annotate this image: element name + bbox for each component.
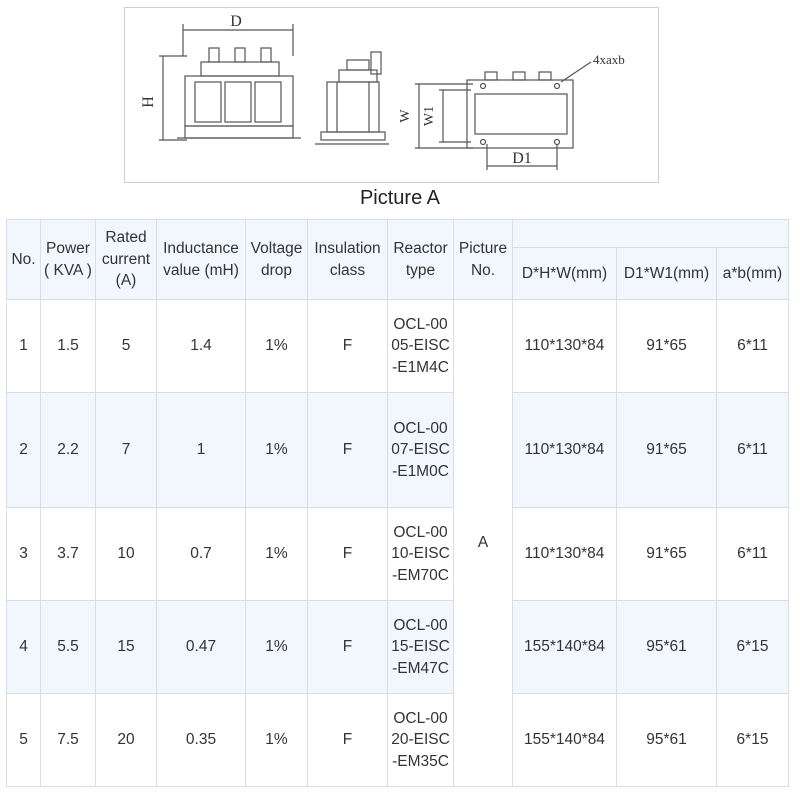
cell-current: 5 — [96, 300, 157, 393]
header-dhw: D*H*W(mm) — [513, 248, 617, 300]
cell-voltage: 1% — [246, 393, 308, 508]
cell-reactor: OCL-0020-EISC-EM35C — [388, 694, 454, 787]
cell-no: 2 — [7, 393, 41, 508]
cell-insulation: F — [308, 393, 388, 508]
table-row — [7, 508, 789, 601]
table-header — [7, 220, 789, 300]
cell-reactor: OCL-0005-EISC-E1M4C — [388, 300, 454, 393]
spec-table — [6, 219, 789, 787]
label-d: D — [230, 13, 242, 30]
cell-current: 7 — [96, 393, 157, 508]
cell-no: 5 — [7, 694, 41, 787]
label-hole: 4xaxb — [593, 52, 625, 67]
cell-d1w1: 91*65 — [617, 300, 717, 393]
cell-voltage: 1% — [246, 508, 308, 601]
cell-insulation: F — [308, 300, 388, 393]
header-d1w1: D1*W1(mm) — [617, 248, 717, 300]
cell-insulation: F — [308, 694, 388, 787]
label-w1: W1 — [422, 105, 437, 127]
cell-dhw: 155*140*84 — [513, 601, 617, 694]
table-row — [7, 601, 789, 694]
cell-no: 3 — [7, 508, 41, 601]
cell-d1w1: 91*65 — [617, 508, 717, 601]
figure-caption: Picture A — [359, 187, 441, 209]
cell-power: 2.2 — [41, 393, 96, 508]
cell-insulation: F — [308, 508, 388, 601]
cell-dhw: 110*130*84 — [513, 508, 617, 601]
header-insulation: Insulation class — [308, 220, 388, 300]
cell-picture: A — [454, 300, 513, 787]
cell-current: 20 — [96, 694, 157, 787]
cell-power: 5.5 — [41, 601, 96, 694]
reactor-drawing-svg — [125, 8, 660, 184]
label-h: H — [140, 96, 157, 108]
cell-voltage: 1% — [246, 300, 308, 393]
label-d1: D1 — [512, 150, 532, 167]
table-row — [7, 393, 789, 508]
cell-inductance: 0.7 — [157, 508, 246, 601]
header-no: No. — [7, 220, 41, 300]
header-dimensions-group — [513, 220, 789, 248]
cell-dhw: 155*140*84 — [513, 694, 617, 787]
cell-ab: 6*11 — [717, 300, 789, 393]
header-voltage: Voltage drop — [246, 220, 308, 300]
cell-power: 1.5 — [41, 300, 96, 393]
cell-dhw: 110*130*84 — [513, 393, 617, 508]
cell-d1w1: 91*65 — [617, 393, 717, 508]
cell-no: 1 — [7, 300, 41, 393]
cell-current: 15 — [96, 601, 157, 694]
cell-voltage: 1% — [246, 601, 308, 694]
cell-power: 3.7 — [41, 508, 96, 601]
label-w: W — [398, 109, 413, 123]
cell-insulation: F — [308, 601, 388, 694]
cell-d1w1: 95*61 — [617, 601, 717, 694]
cell-reactor: OCL-0007-EISC-E1M0C — [388, 393, 454, 508]
cell-ab: 6*15 — [717, 601, 789, 694]
table-row — [7, 694, 789, 787]
cell-inductance: 0.35 — [157, 694, 246, 787]
table-body — [7, 300, 789, 787]
header-picture: Picture No. — [454, 220, 513, 300]
cell-reactor: OCL-0015-EISC-EM47C — [388, 601, 454, 694]
header-ab: a*b(mm) — [717, 248, 789, 300]
table-row — [7, 300, 789, 393]
cell-current: 10 — [96, 508, 157, 601]
cell-inductance: 1.4 — [157, 300, 246, 393]
reactor-drawing — [124, 7, 659, 183]
cell-ab: 6*11 — [717, 393, 789, 508]
cell-dhw: 110*130*84 — [513, 300, 617, 393]
header-power: Power ( KVA ) — [41, 220, 96, 300]
header-current: Rated current (A) — [96, 220, 157, 300]
cell-reactor: OCL-0010-EISC-EM70C — [388, 508, 454, 601]
cell-no: 4 — [7, 601, 41, 694]
header-inductance: Inductance value (mH) — [157, 220, 246, 300]
cell-ab: 6*15 — [717, 694, 789, 787]
cell-inductance: 1 — [157, 393, 246, 508]
cell-inductance: 0.47 — [157, 601, 246, 694]
cell-d1w1: 95*61 — [617, 694, 717, 787]
cell-ab: 6*11 — [717, 508, 789, 601]
header-reactor: Reactor type — [388, 220, 454, 300]
cell-power: 7.5 — [41, 694, 96, 787]
cell-voltage: 1% — [246, 694, 308, 787]
